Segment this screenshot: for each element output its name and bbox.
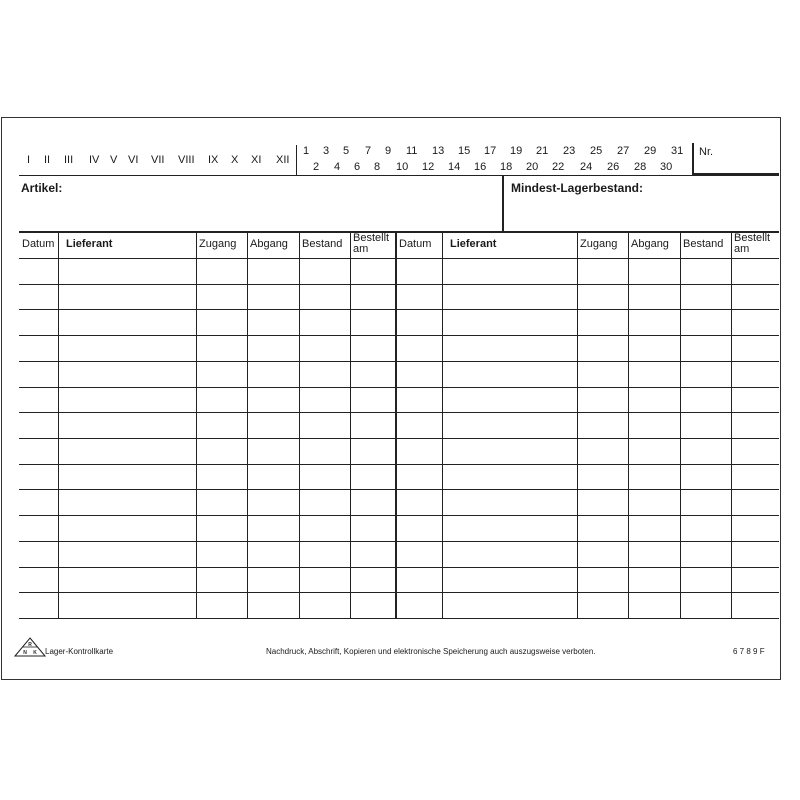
copyright-notice: Nachdruck, Abschrift, Kopieren und elektronische Speicherung auch auszugsweise verboten.: [266, 647, 596, 656]
day-16: 16: [474, 161, 487, 173]
svg-text:R: R: [28, 642, 32, 648]
month-x: X: [231, 154, 239, 166]
month-i: I: [27, 154, 31, 166]
table-row-border: [19, 464, 779, 465]
day-12: 12: [422, 161, 435, 173]
artikel-mindest-divider: [502, 176, 504, 232]
form-code: 6 7 8 9 F: [733, 647, 765, 656]
table-row-border: [19, 284, 779, 285]
table-row-border: [19, 489, 779, 490]
day-28: 28: [634, 161, 647, 173]
table-top-border: [19, 231, 779, 233]
table-column-border: [577, 231, 578, 618]
table-column-border: [442, 231, 443, 618]
day-20: 20: [526, 161, 539, 173]
table-column-border: [299, 231, 300, 618]
day-5: 5: [343, 145, 350, 157]
column-header-bestellt-am: Bestellt am: [734, 232, 771, 255]
day-8: 8: [374, 161, 381, 173]
table-row-border: [19, 412, 779, 413]
table-column-border: [196, 231, 197, 618]
month-vii: VII: [151, 154, 165, 166]
table-row-border: [19, 618, 779, 619]
table-row-border: [19, 515, 779, 516]
table-column-border: [628, 231, 629, 618]
day-21: 21: [536, 145, 549, 157]
day-2: 2: [313, 161, 320, 173]
day-15: 15: [458, 145, 471, 157]
day-24: 24: [580, 161, 593, 173]
table-column-border: [680, 231, 681, 618]
day-3: 3: [323, 145, 330, 157]
table-row-border: [19, 387, 779, 388]
day-17: 17: [484, 145, 497, 157]
nr-label: Nr.: [699, 146, 714, 158]
month-iii: III: [64, 154, 74, 166]
day-7: 7: [365, 145, 372, 157]
nr-box-left-border: [692, 143, 694, 175]
day-10: 10: [396, 161, 409, 173]
table-column-border: [350, 231, 351, 618]
day-31: 31: [671, 145, 684, 157]
column-header-abgang: Abgang: [250, 238, 288, 250]
day-18: 18: [500, 161, 513, 173]
mindest-lagerbestand-label: Mindest-Lagerbestand:: [511, 181, 644, 195]
day-29: 29: [644, 145, 657, 157]
column-header-zugang: Zugang: [199, 238, 237, 250]
month-xii: XII: [276, 154, 290, 166]
day-26: 26: [607, 161, 620, 173]
table-row-border: [19, 592, 779, 593]
form-name: Lager-Kontrollkarte: [45, 647, 114, 656]
table-half-divider: [395, 231, 397, 618]
table-row-border: [19, 541, 779, 542]
divider-months-days: [296, 145, 297, 175]
table-row-border: [19, 567, 779, 568]
month-iv: IV: [89, 154, 100, 166]
month-ii: II: [44, 154, 51, 166]
column-header-bestand: Bestand: [683, 238, 724, 250]
column-header-zugang: Zugang: [580, 238, 618, 250]
day-30: 30: [660, 161, 673, 173]
day-9: 9: [385, 145, 392, 157]
svg-text:K: K: [33, 650, 37, 656]
day-27: 27: [617, 145, 630, 157]
table-column-border: [731, 231, 732, 618]
day-25: 25: [590, 145, 603, 157]
header-divider: [19, 175, 779, 176]
day-23: 23: [563, 145, 576, 157]
month-ix: IX: [208, 154, 219, 166]
column-header-bestellt-am: Bestellt am: [353, 232, 390, 255]
day-19: 19: [510, 145, 523, 157]
artikel-label: Artikel:: [21, 181, 63, 195]
day-22: 22: [552, 161, 565, 173]
day-14: 14: [448, 161, 461, 173]
day-11: 11: [406, 145, 418, 157]
column-header-abgang: Abgang: [631, 238, 669, 250]
column-header-datum: Datum: [22, 238, 55, 250]
table-column-border: [58, 231, 59, 618]
day-6: 6: [354, 161, 361, 173]
month-v: V: [110, 154, 118, 166]
table-header-border: [19, 258, 779, 259]
table-row-border: [19, 335, 779, 336]
svg-text:N: N: [23, 650, 27, 656]
table-column-border: [247, 231, 248, 618]
table-row-border: [19, 309, 779, 310]
rnk-logo-icon: [14, 637, 46, 657]
table-row-border: [19, 361, 779, 362]
column-header-datum: Datum: [399, 238, 432, 250]
day-4: 4: [334, 161, 341, 173]
column-header-lieferant: Lieferant: [450, 238, 497, 250]
column-header-lieferant: Lieferant: [66, 238, 113, 250]
day-1: 1: [303, 145, 310, 157]
column-header-bestand: Bestand: [302, 238, 343, 250]
table-row-border: [19, 438, 779, 439]
month-vi: VI: [128, 154, 139, 166]
day-13: 13: [432, 145, 445, 157]
month-viii: VIII: [178, 154, 195, 166]
month-xi: XI: [251, 154, 262, 166]
inventory-table: [19, 231, 779, 620]
